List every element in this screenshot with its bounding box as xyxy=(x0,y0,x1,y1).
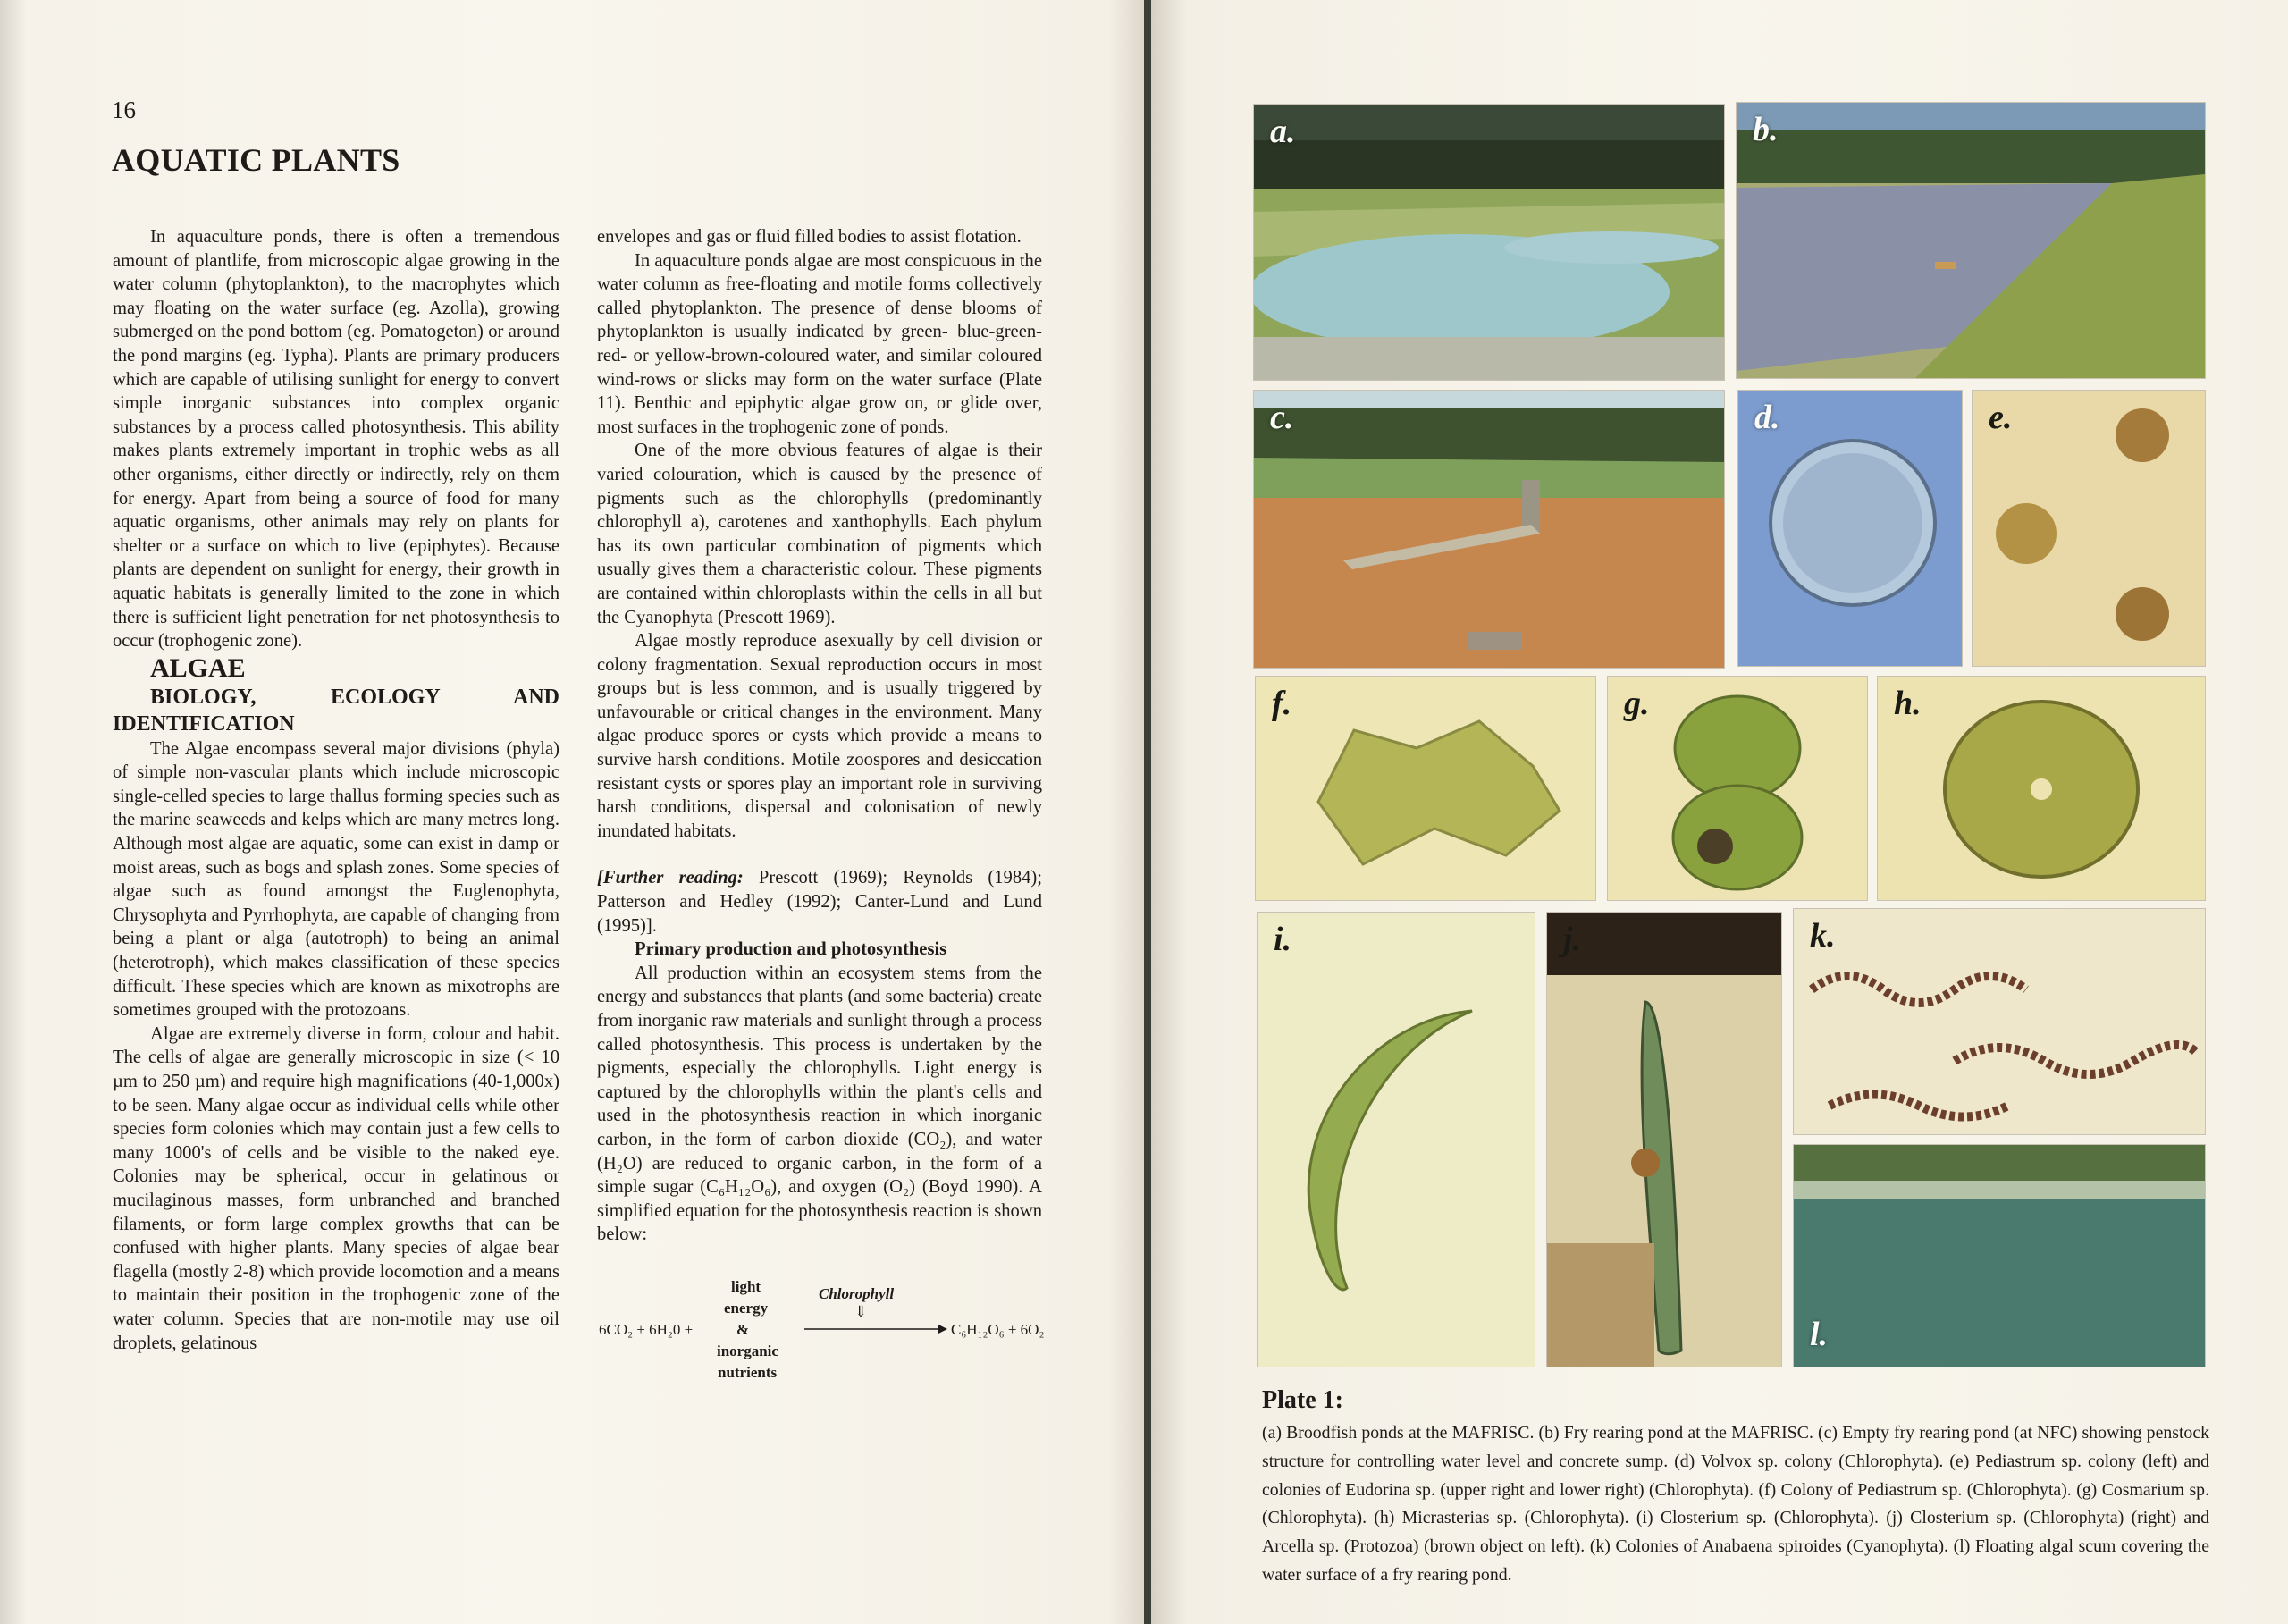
plate-photo-i xyxy=(1257,912,1535,1367)
fry-rearing-pond-image xyxy=(1737,103,2205,378)
chapter-title: AQUATIC PLANTS xyxy=(112,142,400,178)
plate-photo-f xyxy=(1255,676,1596,901)
algal-scum-pond-image xyxy=(1794,1145,2205,1367)
subsection-title: BIOLOGY, ECOLOGY AND IDENTIFICATION xyxy=(113,685,559,736)
plate-label-h: h. xyxy=(1894,685,1922,722)
text-column-2 xyxy=(597,225,1045,1381)
heading-primary-production: Primary production and photosynthesis xyxy=(635,939,947,960)
plate-label-g: g. xyxy=(1624,685,1650,722)
plate-photo-e xyxy=(1972,390,2206,667)
section-title-algae: ALGAE xyxy=(150,652,246,683)
page-number: 16 xyxy=(112,97,136,123)
plate-photo-h xyxy=(1877,676,2206,901)
plate-label-d: d. xyxy=(1754,399,1780,436)
right-page xyxy=(1151,0,2288,1624)
equation-energy: energy xyxy=(724,1299,769,1317)
equation-products: C₆H₁₂O₆ + 6O₂ xyxy=(951,1320,1045,1338)
equation-catalyst: Chlorophyll xyxy=(819,1284,895,1302)
plate-label-k: k. xyxy=(1810,917,1836,955)
anabaena-image xyxy=(1794,909,2205,1134)
equation-ampersand: & xyxy=(736,1320,750,1338)
closterium-image xyxy=(1258,913,1535,1367)
plate-label-c: c. xyxy=(1270,399,1294,436)
paragraph: In aquaculture ponds algae are most conspicuous in the water column as free-floating and motile forms collectively called phytoplankton. The presence of dense blooms of phytoplankton is usually indicated by green- blue-green- red- or yellow-brown-coloured water, and similar coloured wind-rows or slicks may form on the water surface (Plate 11). Benthic and epiphytic algae grow on, or glide over, most surfaces in the trophogenic zone of ponds. xyxy=(597,250,1042,437)
intro-paragraph: In aquaculture ponds, there is often a tremendous amount of plantlife, from microscopic algae growing in the water column (phytoplankton), to the macrophytes which may floating on the water surface (eg. Azolla), growing submerged on the pond bottom (eg. Pomatogeton) or around the pond margins (eg. Typha). Plants are primary producers which are capable of utilising sunlight for energy to convert simple inorganic substances into complex organic substances by a process called photosynthesis. This ability makes plants extremely important in trophic webs as all other organisms, either directly or indirectly, rely on them for energy. Apart from being a source of food for many aquatic organisms, other animals may rely on plants for shelter or a surface on which to live (epiphytes). Because plants are dependent on sunlight for energy, their growth in aquatic habitats is generally limited to the zone in which there is sufficient light penetration for net photosynthesis to occur (trophogenic zone). xyxy=(113,227,559,652)
plate-photo-c xyxy=(1253,390,1725,669)
broodfish-ponds-image xyxy=(1254,105,1724,380)
plate-photo-b xyxy=(1736,102,2206,379)
closterium-arcella-image xyxy=(1547,913,1781,1367)
equation-arrow xyxy=(804,1320,947,1338)
photosynthesis-equation xyxy=(597,1274,1045,1381)
equation-down-arrow: ⇓ xyxy=(854,1302,868,1320)
plate-photo-j xyxy=(1546,912,1782,1367)
further-reading-text: Prescott (1969); Reynolds (1984); Patterson and Hedley (1992); Canter-Lund and Lund (1995)]. xyxy=(597,868,1042,936)
plate-label-a: a. xyxy=(1270,113,1296,150)
pediastrum-colony-image xyxy=(1256,677,1595,900)
plate-photo-l xyxy=(1793,1144,2206,1367)
equation-nutrients: nutrients xyxy=(718,1363,778,1381)
paragraph: Algae are extremely diverse in form, colour and habit. The cells of algae are generally microscopic in size (< 10 µm to 250 µm) and require high magnifications (40-1,000x) to be seen. Many algae occur as individual cells while other species form colonies which may contain just a few cells to many 1000's of cells and be visible to the naked eye. Colonies may be spherical, occur in gelatinous or mucilaginous masses, form unbranched and branched filaments, or form large complex growths that can be confused with higher plants. Many species of algae bear flagella (mostly 2-8) which provide locomotion and a means to maintain their position in the trophogenic zone of the water column. Species that are non-motile may use oil droplets, gelatinous xyxy=(113,1023,559,1353)
plate-title: Plate 1: xyxy=(1262,1386,1343,1414)
micrasterias-image xyxy=(1878,677,2205,900)
text-column-1 xyxy=(113,225,559,1355)
further-reading-label: [Further reading: xyxy=(597,868,744,888)
plate-label-l: l. xyxy=(1810,1316,1829,1353)
plate-label-j: j. xyxy=(1563,921,1582,958)
equation-reactants: 6CO₂ + 6H₂0 + xyxy=(599,1320,694,1338)
paragraph: The Algae encompass several major divisions (phyla) of simple non-vascular plants which include microscopic single-celled species to large thallus forming species such as the marine seaweeds and kelps which are many metres long. Although most algae are aquatic, some can exist in damp or moist areas, such as bogs and splash zones. Some species of algae such as found amongst the Euglenophyta, Chrysophyta and Pyrrhophyta, are capable of changing from being a plant or alga (autotroph) to being an animal (heterotroph), which makes classification of these species difficult. These species which are known as mixotrophs are sometimes grouped with the protozoans. xyxy=(113,738,559,1021)
plate-photo-g xyxy=(1607,676,1868,901)
plate-photo-d xyxy=(1737,390,1963,667)
paragraph: One of the more obvious features of algae is their varied colouration, which is caused by the presence of pigments such as the chlorophylls (predominantly chlorophyll a), carotenes and xanthophylls. Each phylum has its own particular combination of pigments which usually gives them a characteristic colour. These pigments are contained within chloroplasts within the cells in all but the Cyanophyta (Prescott 1969). xyxy=(597,441,1042,627)
plate-label-e: e. xyxy=(1989,399,2013,436)
plate-photo-k xyxy=(1793,908,2206,1135)
further-reading xyxy=(597,866,1042,938)
paragraph: envelopes and gas or fluid filled bodies to assist flotation. xyxy=(597,227,1022,247)
paragraph: All production within an ecosystem stems from the energy and substances that plants (and some bacteria) create from inorganic raw materials and sunlight through a process called photosynthesis. This process is undertaken by the pigments, especially the chlorophylls. Light energy is captured by the chlorophylls within the plant's cells and used in the photosynthesis reaction in which inorganic carbon, in the form of carbon dioxide (CO₂), and water (H₂O) are reduced to organic carbon, in the form of a simple sugar (C₆H₁₂O₆), and oxygen (O₂) (Boyd 1990). A simplified equation for the photosynthesis reaction is shown below: xyxy=(597,963,1042,1245)
plate-caption: (a) Broodfish ponds at the MAFRISC. (b) Fry rearing pond at the MAFRISC. (c) Empty fry rearing pond (at NFC) showing penstock structure for controlling water level and concrete sump. (d) Volvox sp. colony (Chlorophyta). (e) Pediastrum sp. colony (left) and colonies of Eudorina sp. (upper right and lower right) (Chlorophyta). (f) Colony of Pediastrum sp. (Chlorophyta). (g) Cosmarium sp. (Chlorophyta). (h) Micrasterias sp. (Chlorophyta). (i) Closterium sp. (Chlorophyta). (j) Closterium sp. (Chlorophyta) (right) and Arcella sp. (Protozoa) (brown object on left). (k) Colonies of Anabaena spiroides (Cyanophyta). (l) Floating algal scum covering the water surface of a fry rearing pond. xyxy=(1262,1423,2209,1585)
plate-label-f: f. xyxy=(1272,685,1292,722)
empty-pond-image xyxy=(1254,391,1724,668)
plate-label-i: i. xyxy=(1274,921,1292,958)
plate-label-b: b. xyxy=(1753,111,1779,148)
paragraph: Algae mostly reproduce asexually by cell division or colony fragmentation. Sexual reproduction occurs in most groups but is less common, and is usually triggered by unfavourable or critical changes in the environment. Many algae produce spores or cysts which provide a means to survive harsh conditions. Motile zoospores and desiccation resistant cysts or spores play an important role in surviving harsh conditions, dispersal and colonisation of newly inundated habitats. xyxy=(597,631,1042,841)
equation-light: light xyxy=(731,1277,761,1295)
equation-inorganic: inorganic xyxy=(717,1342,778,1359)
plate-photo-a xyxy=(1253,104,1725,381)
